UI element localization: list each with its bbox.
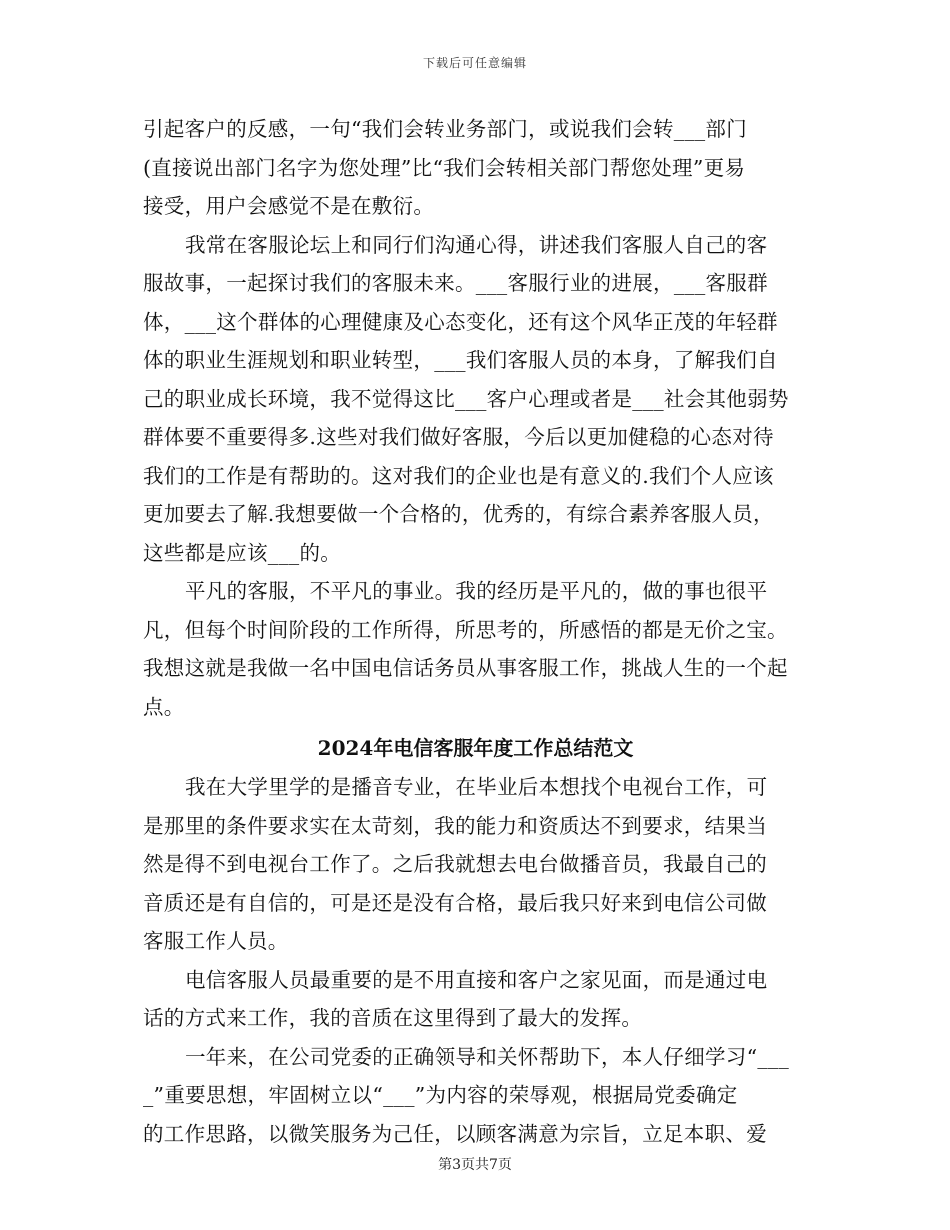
text-line: 更加要去了解.我想要做一个合格的，优秀的，有综合素养客服人员，	[143, 502, 774, 526]
text-line: 群体要不重要得多.这些对我们做好客服，今后以更加健稳的心态对待	[143, 425, 774, 449]
text-line: 话的方式来工作，我的音质在这里得到了最大的发挥。	[143, 1006, 643, 1030]
text-line: 电信客服人员最重要的是不用直接和客户之家见面，而是通过电	[185, 967, 768, 992]
text-line: 然是得不到电视台工作了。之后我就想去电台做播音员，我最自己的	[143, 852, 767, 876]
text-line: 凡，但每个时间阶段的工作所得，所思考的，所感悟的都是无价之宝。	[143, 617, 788, 642]
text-line: 音质还是有自信的，可是还是没有合格，最后我只好来到电信公司做	[143, 890, 767, 915]
text-line: 体，___这个群体的心理健康及心态变化，还有这个风华正茂的年轻群	[143, 309, 778, 334]
text-line: 客服工作人员。	[143, 929, 289, 953]
section-title: 2024年电信客服年度工作总结范文	[317, 736, 634, 760]
text-line: (直接说出部门名字为您处理”比“我们会转相关部门帮您处理”更易	[143, 155, 746, 180]
text-line: 我想这就是我做一名中国电信话务员从事客服工作，挑战人生的一个起	[143, 656, 788, 680]
text-line: 我常在客服论坛上和同行们沟通心得，讲述我们客服人自己的客	[185, 232, 768, 257]
page-header: 下载后可任意编辑	[422, 56, 527, 70]
text-line: 己的职业成长环境，我不觉得这比___客户心理或者是___社会其他弱势	[143, 386, 789, 411]
text-line: _”重要思想，牢固树立以“___”为内容的荣辱观，根据局党委确定	[143, 1083, 738, 1107]
text-line: 体的职业生涯规划和职业转型，___我们客服人员的本身，了解我们自	[143, 348, 778, 372]
text-line: 的工作思路，以微笑服务为己任，以顾客满意为宗旨，立足本职、爱	[143, 1121, 767, 1146]
text-line: 一年来，在公司党委的正确领导和关怀帮助下，本人仔细学习“___	[185, 1044, 790, 1069]
text-line: 我在大学里学的是播音专业，在毕业后本想找个电视台工作，可	[185, 775, 768, 799]
page-footer: 第3页共7页	[438, 1157, 512, 1173]
text-line: 是那里的条件要求实在太苛刻，我的能力和资质达不到要求，结果当	[143, 813, 767, 838]
text-line: 这些都是应该___的。	[143, 540, 342, 565]
text-line: 平凡的客服，不平凡的事业。我的经历是平凡的，做的事也很平	[185, 579, 768, 603]
text-line: 接受，用户会感觉不是在敷衍。	[143, 194, 435, 218]
document-body	[143, 110, 808, 1153]
text-line: 引起客户的反感，一句“我们会转业务部门，或说我们会转___部门	[143, 117, 748, 141]
text-line: 我们的工作是有帮助的。这对我们的企业也是有意义的.我们个人应该	[143, 463, 774, 488]
text-line: 点。	[143, 694, 185, 719]
text-line: 服故事，一起探讨我们的客服未来。___客服行业的进展，___客服群	[143, 271, 768, 295]
